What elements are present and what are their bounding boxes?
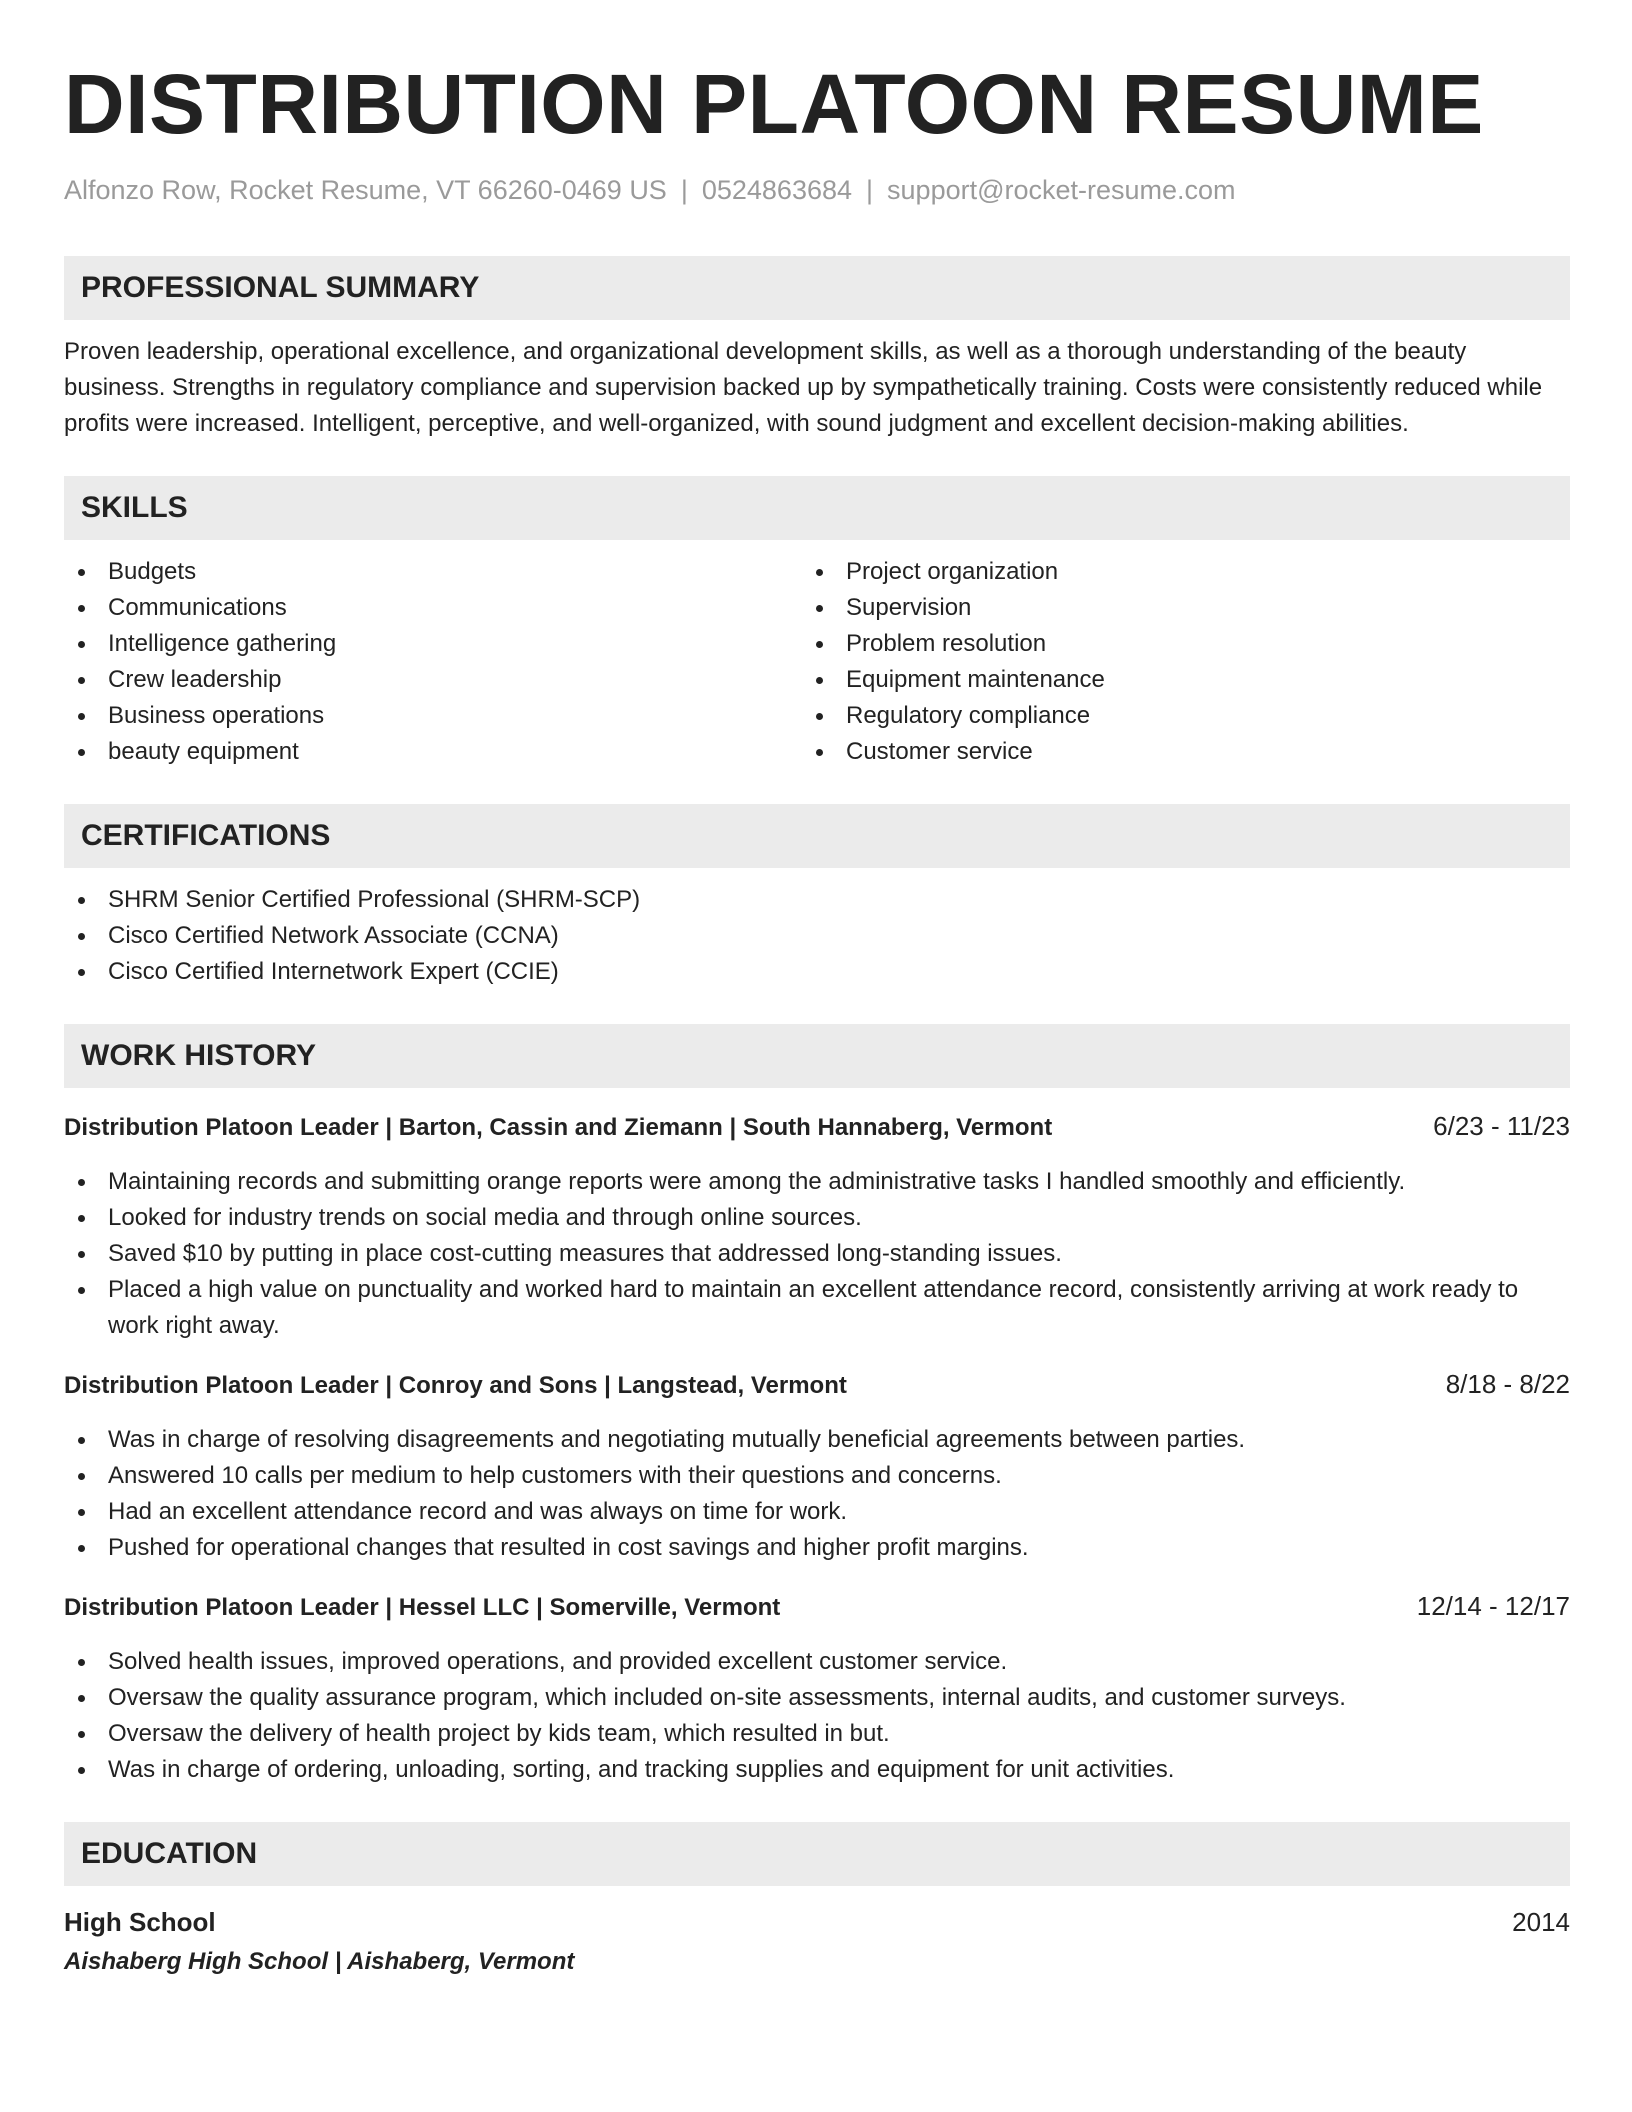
skill-item: Problem resolution [802, 626, 1570, 662]
education-degree: High School [64, 1907, 216, 1937]
job-bullet: Had an excellent attendance record and was always on time for work. [64, 1494, 1570, 1530]
summary-text: Proven leadership, operational excellence, and organizational development skills, as well as a thorough understanding of the beauty business. Strengths in regulatory compliance and supervision backed up by sympathetically training. Costs were consistently reduced while profits were increased. Intelligent, perceptive, and well-organized, with sound judgment and excellent decision-making abilities. [64, 338, 1543, 437]
job-bullets [64, 1644, 1570, 1788]
skills-list-left [64, 554, 802, 770]
job-dates: 8/18 - 8/22 [1445, 1369, 1570, 1399]
job-header [64, 1588, 1570, 1626]
job-dates: 6/23 - 11/23 [1433, 1111, 1570, 1141]
section-heading-skills: SKILLS [64, 476, 1570, 540]
skill-item: Equipment maintenance [802, 662, 1570, 698]
skill-item: Project organization [802, 554, 1570, 590]
job-bullets [64, 1422, 1570, 1566]
job-title: Distribution Platoon Leader | Barton, Cassin and Ziemann | South Hannaberg, Vermont [64, 1114, 1053, 1141]
contact-line [64, 174, 1570, 206]
job-bullet: Was in charge of resolving disagreements and negotiating mutually beneficial agreements between parties. [64, 1422, 1570, 1458]
certification-item: Cisco Certified Internetwork Expert (CCIE) [64, 954, 1570, 990]
job-entry [64, 1588, 1570, 1788]
skill-item: Budgets [64, 554, 802, 590]
section-heading-work-history: WORK HISTORY [64, 1024, 1570, 1088]
skill-item: Customer service [802, 734, 1570, 770]
job-entry [64, 1366, 1570, 1566]
skill-item: beauty equipment [64, 734, 802, 770]
skills-grid [64, 554, 1570, 770]
job-bullet: Oversaw the quality assurance program, which included on-site assessments, internal audits, and customer surveys. [64, 1680, 1570, 1716]
job-bullet: Pushed for operational changes that resulted in cost savings and higher profit margins. [64, 1530, 1570, 1566]
job-bullet: Solved health issues, improved operations, and provided excellent customer service. [64, 1644, 1570, 1680]
job-bullet: Saved $10 by putting in place cost-cutting measures that addressed long-standing issues. [64, 1236, 1570, 1272]
education-year: 2014 [1512, 1907, 1570, 1937]
contact-phone: 0524863684 [701, 175, 853, 205]
job-dates: 12/14 - 12/17 [1416, 1591, 1570, 1621]
job-header [64, 1366, 1570, 1404]
skill-item: Regulatory compliance [802, 698, 1570, 734]
contact-separator: | [680, 175, 688, 205]
job-bullet: Answered 10 calls per medium to help customers with their questions and concerns. [64, 1458, 1570, 1494]
skill-item: Communications [64, 590, 802, 626]
job-bullet: Looked for industry trends on social media and through online sources. [64, 1200, 1570, 1236]
section-heading-education: EDUCATION [64, 1822, 1570, 1886]
section-heading-certifications: CERTIFICATIONS [64, 804, 1570, 868]
certifications-list [64, 882, 1570, 990]
skill-item: Intelligence gathering [64, 626, 802, 662]
job-bullet: Maintaining records and submitting orange reports were among the administrative tasks I handled smoothly and efficiently. [64, 1164, 1570, 1200]
job-bullet: Placed a high value on punctuality and worked hard to maintain an excellent attendance record, consistently arriving at work ready to work right away. [64, 1272, 1570, 1344]
certification-item: Cisco Certified Network Associate (CCNA) [64, 918, 1570, 954]
resume-title: DISTRIBUTION PLATOON RESUME [64, 57, 1484, 151]
certification-item: SHRM Senior Certified Professional (SHRM-SCP) [64, 882, 1570, 918]
job-bullet: Was in charge of ordering, unloading, sorting, and tracking supplies and equipment for unit activities. [64, 1752, 1570, 1788]
job-header [64, 1108, 1570, 1146]
section-heading-summary: PROFESSIONAL SUMMARY [64, 256, 1570, 320]
skills-list-right [802, 554, 1570, 770]
education-school: Aishaberg High School | Aishaberg, Vermont [64, 1948, 575, 1975]
skill-item: Supervision [802, 590, 1570, 626]
skill-item: Crew leadership [64, 662, 802, 698]
contact-address: Alfonzo Row, Rocket Resume, VT 66260-0469 US [64, 175, 667, 205]
skill-item: Business operations [64, 698, 802, 734]
education-header [64, 1904, 1570, 1940]
contact-email: support@rocket-resume.com [887, 175, 1236, 205]
job-title: Distribution Platoon Leader | Conroy and Sons | Langstead, Vermont [64, 1372, 847, 1399]
job-bullet: Oversaw the delivery of health project by kids team, which resulted in but. [64, 1716, 1570, 1752]
job-entry [64, 1108, 1570, 1344]
contact-separator: | [866, 175, 874, 205]
job-title: Distribution Platoon Leader | Hessel LLC | Somerville, Vermont [64, 1594, 781, 1621]
job-bullets [64, 1164, 1570, 1344]
